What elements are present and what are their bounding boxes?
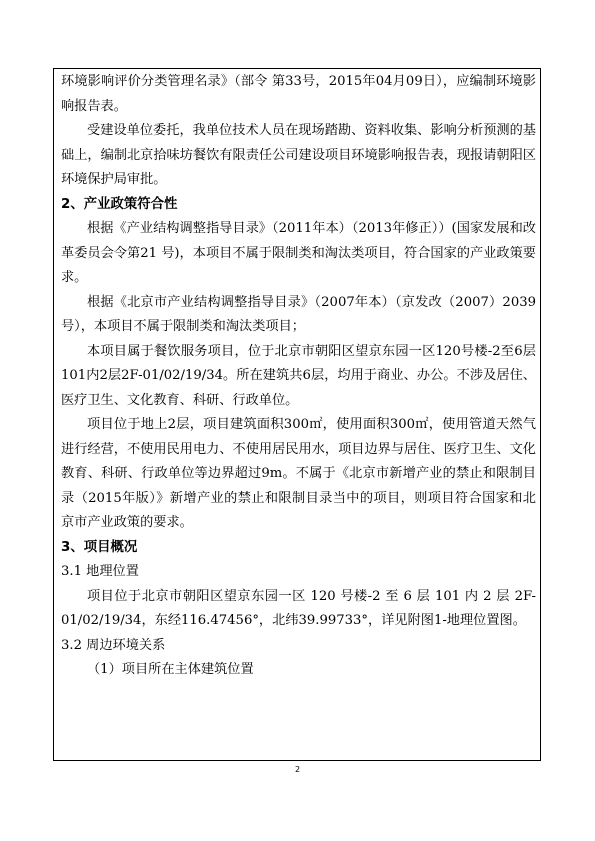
paragraph-national-catalog: 根据《产业结构调整指导目录》（2011年本）（2013年修正））(国家发展和改革委员会令第21 号)，本项目不属于限制类和淘汰类项目，符合国家的产业政策要求。 [61,221,536,285]
paragraph-project-area [61,413,536,536]
paragraph-project-type: 本项目属于餐饮服务项目，位于北京市朝阳区望京东园一区120号楼-2至6层101内2层2F-01/02/19/34。所在建筑共6层，均用于商业、办公。不涉及居住、医疗卫生、文化教育、科研、行政单位。 [61,343,536,408]
heading-industrial-policy: 2、产业政策符合性 [61,196,178,212]
document-body [61,70,536,683]
heading-project-overview: 3、项目概况 [61,539,138,555]
subheading-location: 3.1 地理位置 [61,564,139,579]
paragraph-beijing-catalog: 根据《北京市产业结构调整指导目录》（2007年本）（京发改（2007）2039号），本项目不属于限制类和淘汰类项目； [61,294,536,334]
project-area-text: 项目位于地上2层，项目建筑面积300㎡，使用面积300㎡ [87,417,429,432]
paragraph-classification: 环境影响评价分类管理名录》（部令 第33号，2015年04月09日），应编制环境影响报告表。 [61,74,536,114]
item-building-position: （1）项目所在主体建筑位置 [87,662,254,677]
paragraph-location: 项目位于北京市朝阳区望京东园一区 120 号楼-2 至 6 层 101 内 2 层 2F-01/02/19/34，东经116.47456°，北纬39.99733°，详见附图1-地理位置图。 [61,588,536,628]
page-number: 2 [294,765,301,774]
subheading-surroundings: 3.2 周边环境关系 [61,637,166,653]
paragraph-commission: 受建设单位委托，我单位技术人员在现场踏勘、资料收集、影响分析预测的基础上，编制北京拾味坊餐饮有限责任公司建设项目环境影响报告表，现报请朝阳区环境保护局审批。 [61,123,536,187]
project-area-rest: ，使用管道天然气进行经营，不使用民用电力、不使用居民用水，项目边界与居住、医疗卫生、文化教育、科研、行政单位等边界超过9m。不属于《北京市新增产业的禁止和限制目录（2015年版）》新增产业的禁止和限制目录当中的项目，则项目符合国家和北京市产业政策的要求。 [61,417,537,530]
